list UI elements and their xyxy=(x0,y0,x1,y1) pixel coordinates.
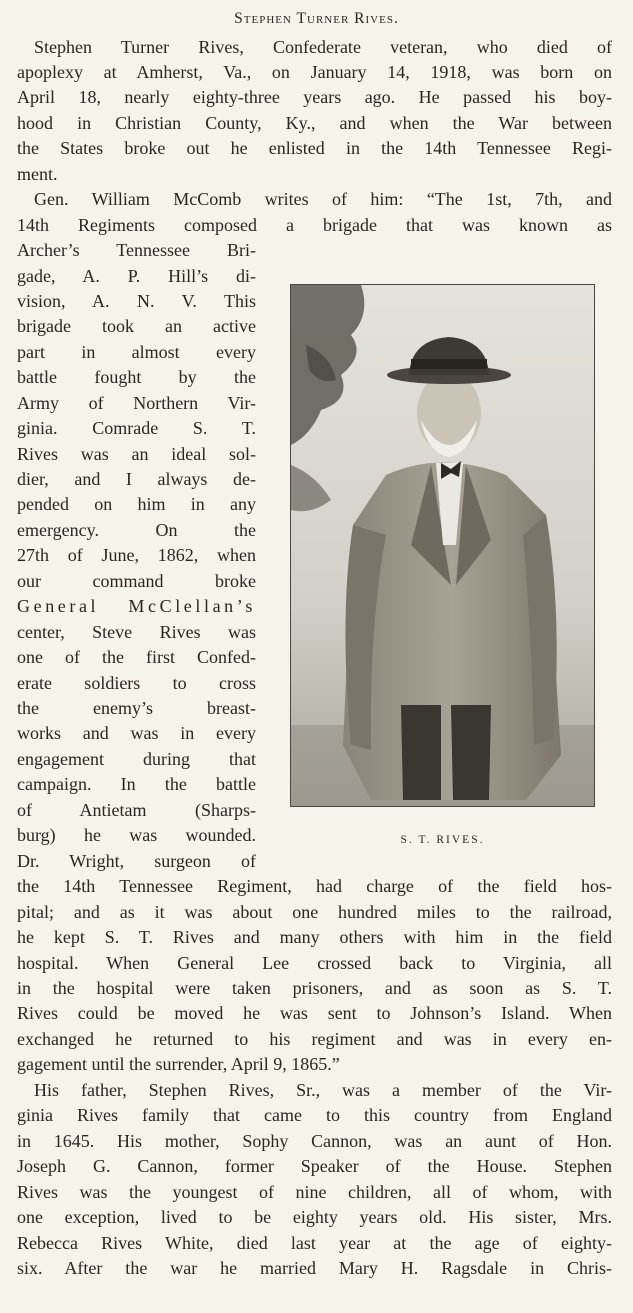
text-line: the 14th Tennessee Regiment, had charge of the field hos- xyxy=(17,876,612,896)
text-line: April 18, nearly eighty-three years ago. He passed his boy- xyxy=(17,87,612,107)
text-line: in 1645. His mother, Sophy Cannon, was an aunt of Hon. xyxy=(17,1131,612,1151)
text-line: pital; and as it was about one hundred miles to the railroad, xyxy=(17,902,612,922)
text-line: General McClellan’s xyxy=(17,596,256,616)
text-line: Rives was an ideal sol- xyxy=(17,444,256,464)
text-line: Rives could be moved he was sent to Johnson’s Island. When xyxy=(17,1003,612,1023)
text-line: hospital. When General Lee crossed back to Virginia, all xyxy=(17,953,612,973)
text-line: gagement until the surrender, April 9, 1865.” xyxy=(17,1054,340,1074)
text-line: gade, A. P. Hill’s di- xyxy=(17,266,256,286)
text-line: pended on him in any xyxy=(17,494,256,514)
text-line: one exception, lived to be eighty years old. His sister, Mrs. xyxy=(17,1207,612,1227)
text-line: apoplexy at Amherst, Va., on January 14, 1918, was born on xyxy=(17,62,612,82)
text-line: Joseph G. Cannon, former Speaker of the House. Stephen xyxy=(17,1156,612,1176)
text-line: Gen. William McComb writes of him: “The 1st, 7th, and xyxy=(34,189,612,209)
text-line: campaign. In the battle xyxy=(17,774,256,794)
text-line: part in almost every xyxy=(17,342,256,362)
portrait-photo xyxy=(290,284,595,807)
text-line: our command broke xyxy=(17,571,256,591)
text-line: works and was in every xyxy=(17,723,256,743)
photo-caption: S. T. RIVES. xyxy=(400,834,485,846)
text-line: brigade took an active xyxy=(17,316,256,336)
text-line: Archer’s Tennessee Bri- xyxy=(17,240,256,260)
article-title: Stephen Turner Rives. xyxy=(234,10,399,27)
text-line: Stephen Turner Rives, Confederate veteran, who died of xyxy=(34,37,612,57)
text-line: exchanged he returned to his regiment and was in every en- xyxy=(17,1029,612,1049)
text-line: ginia Rives family that came to this country from England xyxy=(17,1105,612,1125)
text-line: engagement during that xyxy=(17,749,256,769)
text-line: Rebecca Rives White, died last year at the age of eighty- xyxy=(17,1233,612,1253)
text-line: of Antietam (Sharps- xyxy=(17,800,256,820)
text-line: Dr. Wright, surgeon of xyxy=(17,851,256,871)
text-line: vision, A. N. V. This xyxy=(17,291,256,311)
text-line: hood in Christian County, Ky., and when the War between xyxy=(17,113,612,133)
text-line: the States broke out he enlisted in the 14th Tennessee Regi- xyxy=(17,138,612,158)
text-line: six. After the war he married Mary H. Ragsdale in Chris- xyxy=(17,1258,612,1278)
text-line: ginia. Comrade S. T. xyxy=(17,418,256,438)
text-line: ment. xyxy=(17,164,58,184)
text-line: dier, and I always de- xyxy=(17,469,256,489)
text-line: battle fought by the xyxy=(17,367,256,387)
text-line: emergency. On the xyxy=(17,520,256,540)
text-line: His father, Stephen Rives, Sr., was a member of the Vir- xyxy=(34,1080,612,1100)
text-line: erate soldiers to cross xyxy=(17,673,256,693)
text-line: 14th Regiments composed a brigade that was known as xyxy=(17,215,612,235)
text-line: he kept S. T. Rives and many others with him in the field xyxy=(17,927,612,947)
text-line: the enemy’s breast- xyxy=(17,698,256,718)
text-line: Rives was the youngest of nine children, all of whom, with xyxy=(17,1182,612,1202)
text-line: center, Steve Rives was xyxy=(17,622,256,642)
text-line: Army of Northern Vir- xyxy=(17,393,256,413)
text-line: one of the first Confed- xyxy=(17,647,256,667)
text-line: burg) he was wounded. xyxy=(17,825,256,845)
text-line: in the hospital were taken prisoners, and as soon as S. T. xyxy=(17,978,612,998)
text-line: 27th of June, 1862, when xyxy=(17,545,256,565)
portrait-image xyxy=(291,285,594,806)
